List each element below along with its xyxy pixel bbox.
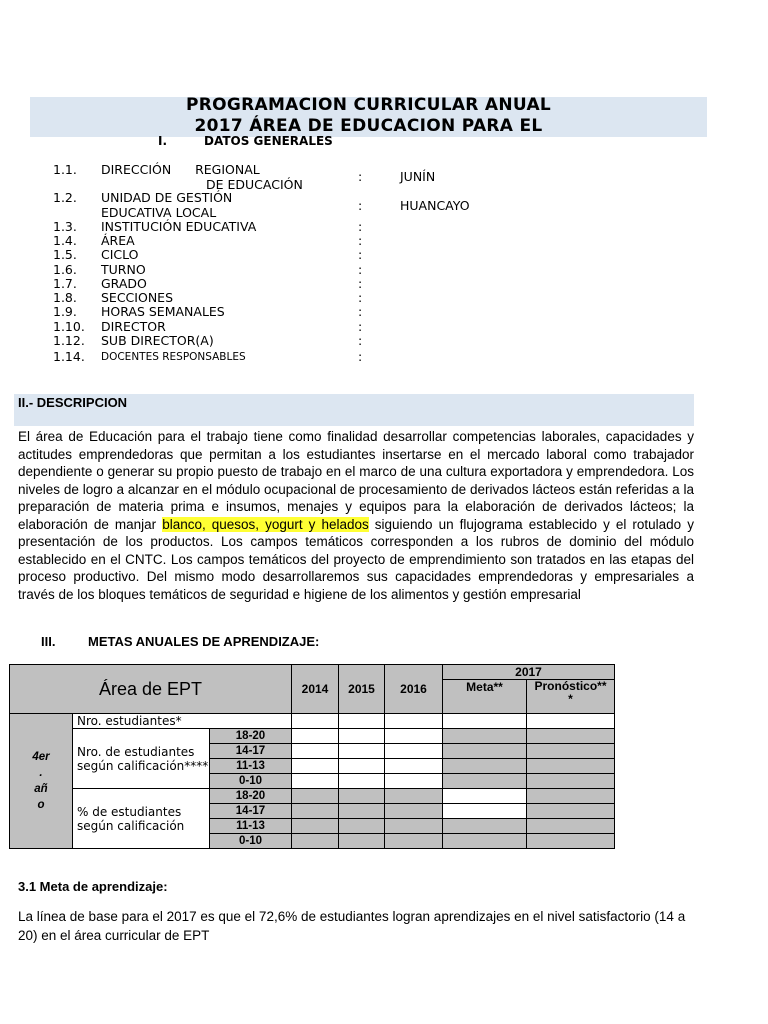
cell bbox=[527, 744, 615, 759]
cell bbox=[339, 759, 385, 774]
item-label: SECCIONES bbox=[101, 290, 173, 305]
label-line: según calificación bbox=[77, 818, 185, 833]
cell bbox=[443, 774, 527, 789]
item-label: CICLO bbox=[101, 247, 139, 262]
item-number: 1.9. bbox=[53, 304, 77, 319]
cell bbox=[443, 714, 527, 729]
label-line: % de estudiantes bbox=[77, 804, 182, 819]
cell bbox=[292, 774, 339, 789]
range-label: 11-13 bbox=[210, 819, 292, 834]
item-number: 1.6. bbox=[53, 262, 77, 277]
cell bbox=[385, 774, 443, 789]
item-label-cont: DE EDUCACIÓN bbox=[206, 177, 303, 192]
cell bbox=[385, 819, 443, 834]
item-value: JUNÍN bbox=[400, 169, 436, 184]
pronostico-label: Pronóstico** bbox=[534, 679, 607, 693]
cell bbox=[443, 834, 527, 849]
item-colon: : bbox=[358, 198, 363, 213]
cell bbox=[443, 819, 527, 834]
item-colon: : bbox=[358, 247, 363, 262]
cell bbox=[385, 804, 443, 819]
students-by-grade-label bbox=[73, 729, 210, 789]
document-title-line-1: PROGRAMACION CURRICULAR ANUAL bbox=[185, 95, 552, 115]
item-number: 1.1. bbox=[53, 162, 77, 177]
grade-label-line: . bbox=[39, 767, 43, 779]
cell bbox=[385, 714, 443, 729]
cell bbox=[339, 789, 385, 804]
cell bbox=[527, 804, 615, 819]
item-number: 1.12. bbox=[53, 333, 85, 348]
grade-label-line: 4er bbox=[32, 751, 50, 763]
cell bbox=[292, 834, 339, 849]
range-label: 14-17 bbox=[210, 744, 292, 759]
item-label: DIRECCIÓN REGIONAL bbox=[101, 162, 260, 177]
cell bbox=[527, 759, 615, 774]
item-number: 1.10. bbox=[53, 319, 85, 334]
item-number: 1.4. bbox=[53, 233, 77, 248]
cell bbox=[292, 819, 339, 834]
subsection-3-1-title: 3.1 Meta de aprendizaje: bbox=[18, 879, 168, 894]
cell bbox=[292, 714, 339, 729]
item-label: SUB DIRECTOR(A) bbox=[101, 333, 214, 348]
cell bbox=[443, 729, 527, 744]
cell bbox=[339, 819, 385, 834]
item-colon: : bbox=[358, 219, 363, 234]
range-label: 18-20 bbox=[210, 789, 292, 804]
item-label: INSTITUCIÓN EDUCATIVA bbox=[101, 219, 257, 234]
item-colon: : bbox=[358, 319, 363, 334]
item-label-cont: EDUCATIVA LOCAL bbox=[101, 205, 217, 220]
item-number: 1.8. bbox=[53, 290, 77, 305]
item-label: DOCENTES RESPONSABLES bbox=[101, 351, 246, 363]
cell bbox=[292, 729, 339, 744]
label-line: según calificación**** bbox=[77, 758, 209, 773]
cell bbox=[339, 804, 385, 819]
students-count-label: Nro. estudiantes* bbox=[73, 714, 292, 729]
item-colon: : bbox=[358, 276, 363, 291]
grade-side-label bbox=[10, 714, 73, 849]
cell bbox=[292, 804, 339, 819]
cell bbox=[443, 744, 527, 759]
range-label: 0-10 bbox=[210, 774, 292, 789]
cell bbox=[339, 744, 385, 759]
description-text-start: El área de Educación para el trabajo tiene como finalidad desarrollar competencias laborales, capacidades y actitudes emprendedoras que permitan a los estudiantes insertarse en el mercado laboral como trabajador dependiente o generar su propio puesto de trabajo en el marco de una cultura exportadora y emprendedora. Los niveles de logro a alcanzar en el módulo ocupacional de procesamiento de derivados lácteos están referidas a la preparación de materia prima e insumos, menajes y equipos para la elaboración de derivados lácteos; la elaboración de manjar bbox=[18, 429, 694, 532]
item-colon: : bbox=[358, 169, 363, 184]
section-2-title: II.- DESCRIPCION bbox=[18, 395, 128, 410]
cell bbox=[339, 774, 385, 789]
section-1-title: DATOS GENERALES bbox=[204, 134, 333, 148]
cell bbox=[527, 714, 615, 729]
document-title-line-2: 2017 ÁREA DE EDUCACION PARA EL bbox=[194, 116, 543, 136]
range-label: 18-20 bbox=[210, 729, 292, 744]
item-number: 1.7. bbox=[53, 276, 77, 291]
description-paragraph bbox=[18, 428, 694, 603]
item-label: DIRECTOR bbox=[101, 319, 166, 334]
cell bbox=[443, 804, 527, 819]
item-colon: : bbox=[358, 349, 363, 364]
cell bbox=[385, 834, 443, 849]
cell bbox=[527, 729, 615, 744]
grade-label-line: añ bbox=[34, 783, 48, 795]
item-label: HORAS SEMANALES bbox=[101, 304, 225, 319]
cell bbox=[292, 744, 339, 759]
item-value: HUANCAYO bbox=[400, 198, 470, 213]
cell bbox=[339, 729, 385, 744]
label-line: Nro. de estudiantes bbox=[77, 744, 195, 759]
range-label: 11-13 bbox=[210, 759, 292, 774]
item-label: ÁREA bbox=[101, 233, 135, 248]
cell bbox=[385, 759, 443, 774]
item-number: 1.14. bbox=[53, 349, 85, 364]
item-number: 1.3. bbox=[53, 219, 77, 234]
item-number: 1.2. bbox=[53, 190, 77, 205]
cell bbox=[385, 789, 443, 804]
item-colon: : bbox=[358, 290, 363, 305]
item-colon: : bbox=[358, 333, 363, 348]
cell bbox=[339, 714, 385, 729]
year-header-2017: 2017 bbox=[443, 665, 615, 680]
year-header: 2016 bbox=[385, 665, 443, 714]
cell bbox=[385, 744, 443, 759]
section-1-number: I. bbox=[158, 134, 168, 148]
pronostico-header bbox=[527, 680, 615, 714]
cell bbox=[292, 789, 339, 804]
grade-label-line: o bbox=[37, 799, 45, 811]
item-colon: : bbox=[358, 262, 363, 277]
area-title: Área de EPT bbox=[10, 665, 292, 714]
item-label: GRADO bbox=[101, 276, 147, 291]
pronostico-label-cont: * bbox=[568, 692, 573, 706]
section-3-title: METAS ANUALES DE APRENDIZAJE: bbox=[88, 634, 320, 649]
goals-table bbox=[9, 664, 615, 849]
item-colon: : bbox=[358, 233, 363, 248]
subsection-3-1-text: La línea de base para el 2017 es que el 72,6% de estudiantes logran aprendizajes en el nivel satisfactorio (14 a 20) en el área curricular de EPT bbox=[18, 909, 686, 943]
item-label: UNIDAD DE GESTIÓN bbox=[101, 190, 233, 205]
cell bbox=[527, 819, 615, 834]
description-highlight: blanco, quesos, yogurt y helados bbox=[162, 516, 369, 532]
cell bbox=[527, 834, 615, 849]
range-label: 14-17 bbox=[210, 804, 292, 819]
cell bbox=[527, 789, 615, 804]
cell bbox=[292, 759, 339, 774]
year-header: 2014 bbox=[292, 665, 339, 714]
description-text-end: siguiendo un flujograma establecido y el rotulado y presentación de los productos. Los campos temáticos corresponden a los rubros de dominio del módulo establecido en el CNTC. Los campos temáticos del proyecto de emprendimiento son tratados en las etapas del proceso productivo. Del mismo modo desarrollaremos sus capacidades emprendedoras y empresariales a través de los bloques temáticos de seguridad e higiene de los alimentos y gestión empresarial bbox=[18, 516, 694, 602]
section-3-number: III. bbox=[41, 634, 56, 649]
cell bbox=[527, 774, 615, 789]
cell bbox=[443, 789, 527, 804]
year-header: 2015 bbox=[339, 665, 385, 714]
item-colon: : bbox=[358, 304, 363, 319]
cell bbox=[443, 759, 527, 774]
item-number: 1.5. bbox=[53, 247, 77, 262]
meta-header: Meta** bbox=[443, 680, 527, 714]
cell bbox=[339, 834, 385, 849]
students-percent-label bbox=[73, 789, 210, 849]
item-label: TURNO bbox=[101, 262, 146, 277]
range-label: 0-10 bbox=[210, 834, 292, 849]
cell bbox=[385, 729, 443, 744]
